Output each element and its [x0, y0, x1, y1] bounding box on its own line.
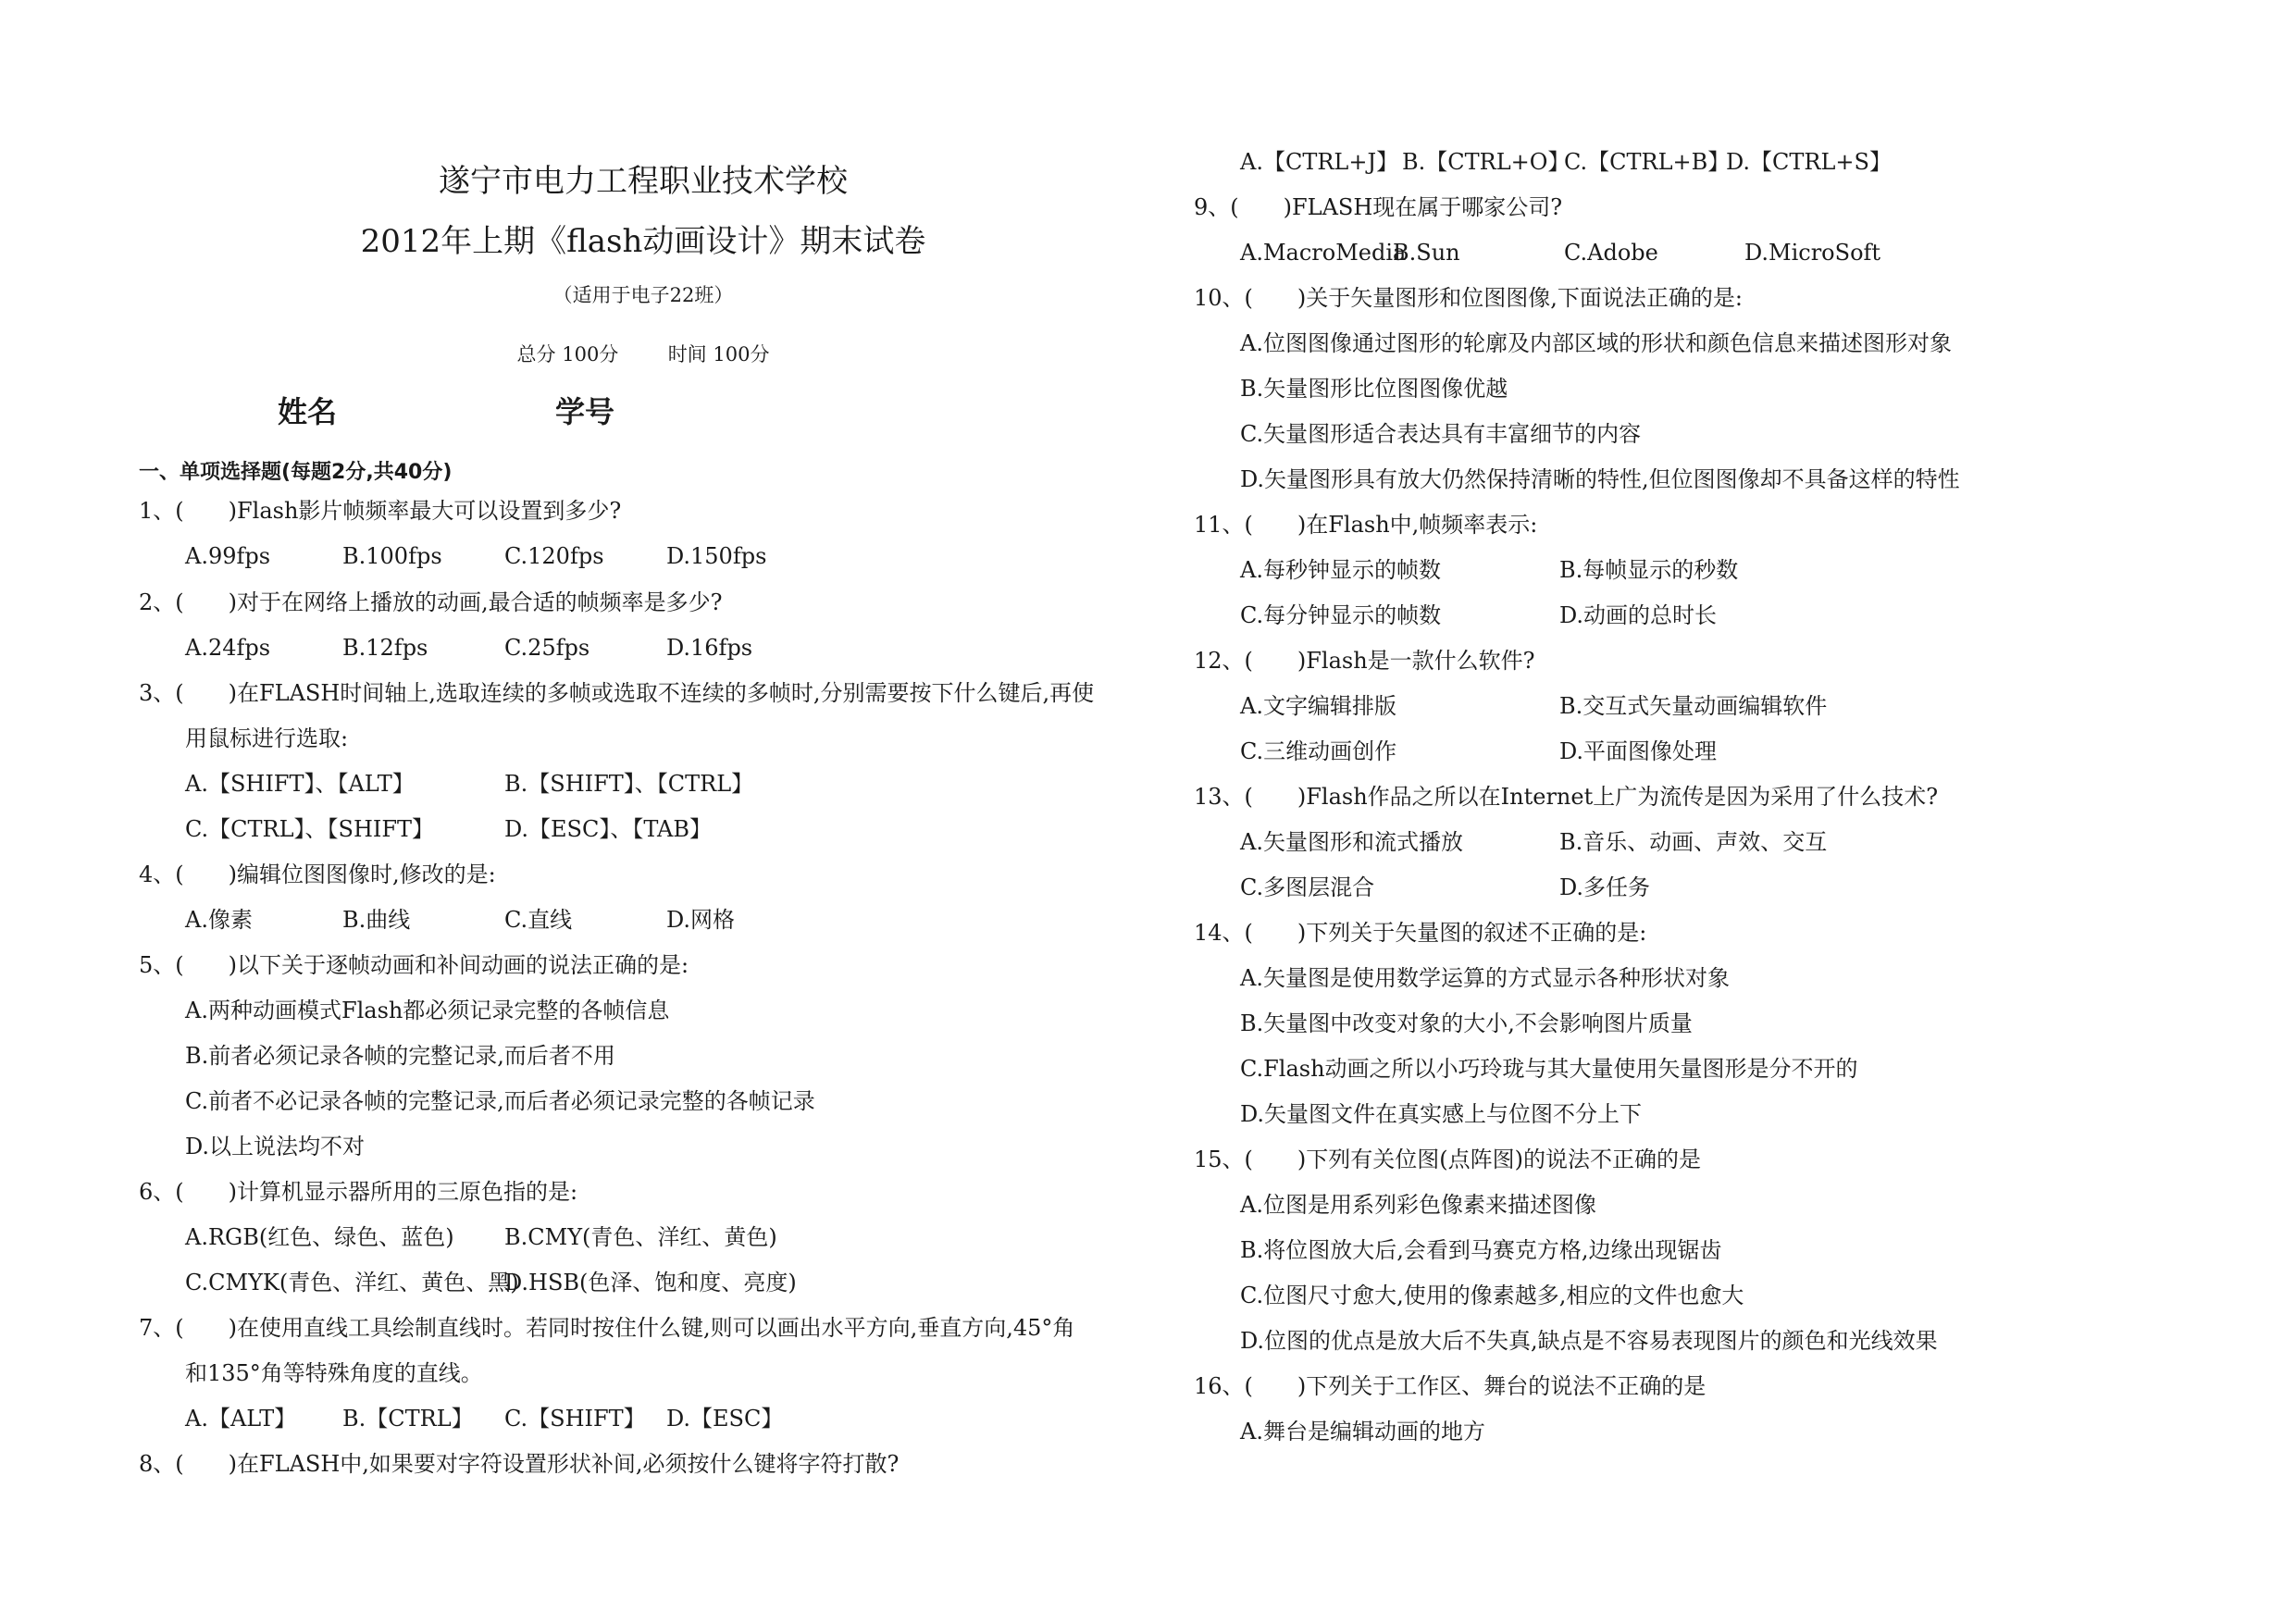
option-9d: D.MicroSoft	[1744, 240, 1881, 266]
name-label: 姓名	[278, 394, 338, 429]
option-2a: A.24fps	[185, 635, 271, 661]
option-15a: A.位图是用系列彩色像素来描述图像	[1240, 1192, 1596, 1218]
option-13a: A.矢量图形和流式播放	[1240, 829, 1463, 855]
option-3c: C.【CTRL】、【SHIFT】	[185, 816, 435, 842]
option-8a: A.【CTRL+J】	[1240, 149, 1399, 175]
option-11d: D.动画的总时长	[1559, 602, 1718, 628]
option-4a: A.像素	[185, 907, 253, 933]
question-16: 16、( )下列关于工作区、舞台的说法不正确的是	[1194, 1373, 1706, 1399]
option-5b: B.前者必须记录各帧的完整记录,而后者不用	[185, 1043, 615, 1069]
option-7b: B.【CTRL】	[342, 1406, 474, 1432]
option-5c: C.前者不必记录各帧的完整记录,而后者必须记录完整的各帧记录	[185, 1088, 815, 1114]
option-14c: C.Flash动画之所以小巧玲珑与其大量使用矢量图形是分不开的	[1240, 1056, 1858, 1082]
option-15b: B.将位图放大后,会看到马赛克方格,边缘出现锯齿	[1240, 1237, 1722, 1263]
option-13c: C.多图层混合	[1240, 874, 1375, 900]
option-11c: C.每分钟显示的帧数	[1240, 602, 1442, 628]
option-11b: B.每帧显示的秒数	[1559, 557, 1739, 583]
question-3: 3、( )在FLASH时间轴上,选取连续的多帧或选取不连续的多帧时,分别需要按下什么键后,再使	[139, 680, 1095, 706]
option-1b: B.100fps	[342, 543, 442, 569]
question-9: 9、( )FLASH现在属于哪家公司?	[1194, 194, 1563, 220]
question-14: 14、( )下列关于矢量图的叙述不正确的是:	[1194, 920, 1647, 946]
question-10: 10、( )关于矢量图形和位图图像,下面说法正确的是:	[1194, 285, 1743, 311]
question-2: 2、( )对于在网络上播放的动画,最合适的帧频率是多少?	[139, 589, 723, 615]
option-1c: C.120fps	[504, 543, 604, 569]
option-2b: B.12fps	[342, 635, 428, 661]
option-8b: B.【CTRL+O】	[1402, 149, 1570, 175]
question-7-cont: 和135°角等特殊角度的直线。	[185, 1360, 483, 1386]
option-9c: C.Adobe	[1564, 240, 1658, 266]
option-15c: C.位图尺寸愈大,使用的像素越多,相应的文件也愈大	[1240, 1283, 1744, 1308]
exam-time: 时间 100分	[667, 343, 770, 366]
option-4c: C.直线	[504, 907, 573, 933]
question-15: 15、( )下列有关位图(点阵图)的说法不正确的是	[1194, 1147, 1701, 1172]
option-15d: D.位图的优点是放大后不失真,缺点是不容易表现图片的颜色和光线效果	[1240, 1328, 1938, 1354]
question-7: 7、( )在使用直线工具绘制直线时。若同时按住什么键,则可以画出水平方向,垂直方向,45°角	[139, 1315, 1075, 1341]
option-10d: D.矢量图形具有放大仍然保持清晰的特性,但位图图像却不具备这样的特性	[1240, 466, 1960, 492]
option-6d: D.HSB(色泽、饱和度、亮度)	[504, 1270, 797, 1295]
question-3-cont: 用鼠标进行选取:	[185, 725, 349, 751]
option-7c: C.【SHIFT】	[504, 1406, 646, 1432]
option-4b: B.曲线	[342, 907, 411, 933]
option-12d: D.平面图像处理	[1559, 738, 1718, 764]
question-13: 13、( )Flash作品之所以在Internet上广为流传是因为采用了什么技术?	[1194, 784, 1939, 810]
question-12: 12、( )Flash是一款什么软件?	[1194, 648, 1535, 674]
option-10c: C.矢量图形适合表达具有丰富细节的内容	[1240, 421, 1642, 447]
option-12a: A.文字编辑排版	[1240, 693, 1396, 719]
option-12b: B.交互式矢量动画编辑软件	[1559, 693, 1828, 719]
option-14a: A.矢量图是使用数学运算的方式显示各种形状对象	[1240, 965, 1730, 991]
question-6: 6、( )计算机显示器所用的三原色指的是:	[139, 1179, 578, 1205]
question-1: 1、( )Flash影片帧频率最大可以设置到多少?	[139, 498, 622, 524]
option-3d: D.【ESC】、【TAB】	[504, 816, 713, 842]
option-9b: B.Sun	[1393, 240, 1460, 266]
option-10b: B.矢量图形比位图图像优越	[1240, 376, 1508, 402]
option-5a: A.两种动画模式Flash都必须记录完整的各帧信息	[185, 998, 670, 1023]
option-2c: C.25fps	[504, 635, 590, 661]
total-score: 总分 100分	[516, 343, 619, 366]
option-6c: C.CMYK(青色、洋红、黄色、黑)	[185, 1270, 519, 1295]
question-8: 8、( )在FLASH中,如果要对字符设置形状补间,必须按什么键将字符打散?	[139, 1451, 900, 1477]
option-5d: D.以上说法均不对	[185, 1134, 366, 1159]
option-3b: B.【SHIFT】、【CTRL】	[504, 771, 754, 797]
exam-title: 2012年上期《flash动画设计》期末试卷	[360, 223, 926, 260]
question-11: 11、( )在Flash中,帧频率表示:	[1194, 512, 1538, 538]
school-title: 遂宁市电力工程职业技术学校	[439, 163, 848, 200]
option-6b: B.CMY(青色、洋红、黄色)	[504, 1224, 777, 1250]
option-11a: A.每秒钟显示的帧数	[1240, 557, 1441, 583]
option-12c: C.三维动画创作	[1240, 738, 1397, 764]
option-2d: D.16fps	[666, 635, 753, 661]
question-4: 4、( )编辑位图图像时,修改的是:	[139, 862, 496, 887]
option-8c: C.【CTRL+B】	[1564, 149, 1731, 175]
option-13d: D.多任务	[1559, 874, 1651, 900]
option-1a: A.99fps	[185, 543, 271, 569]
option-14b: B.矢量图中改变对象的大小,不会影响图片质量	[1240, 1010, 1693, 1036]
option-1d: D.150fps	[666, 543, 767, 569]
question-5: 5、( )以下关于逐帧动画和补间动画的说法正确的是:	[139, 952, 689, 978]
student-id-label: 学号	[555, 394, 615, 429]
score-time-line	[139, 340, 1148, 367]
applies-to: （适用于电子22班）	[552, 284, 734, 306]
option-6a: A.RGB(红色、绿色、蓝色)	[185, 1224, 454, 1250]
option-16a: A.舞台是编辑动画的地方	[1240, 1419, 1485, 1444]
option-8d: D.【CTRL+S】	[1726, 149, 1892, 175]
option-9a: A.MacroMedia	[1240, 240, 1407, 266]
option-7d: D.【ESC】	[666, 1406, 784, 1432]
section-title: 一、单项选择题(每题2分,共40分)	[139, 461, 453, 484]
option-13b: B.音乐、动画、声效、交互	[1559, 829, 1828, 855]
option-10a: A.位图图像通过图形的轮廓及内部区域的形状和颜色信息来描述图形对象	[1240, 330, 1952, 356]
option-7a: A.【ALT】	[185, 1406, 297, 1432]
option-14d: D.矢量图文件在真实感上与位图不分上下	[1240, 1101, 1643, 1127]
option-3a: A.【SHIFT】、【ALT】	[185, 771, 415, 797]
option-4d: D.网格	[666, 907, 736, 933]
